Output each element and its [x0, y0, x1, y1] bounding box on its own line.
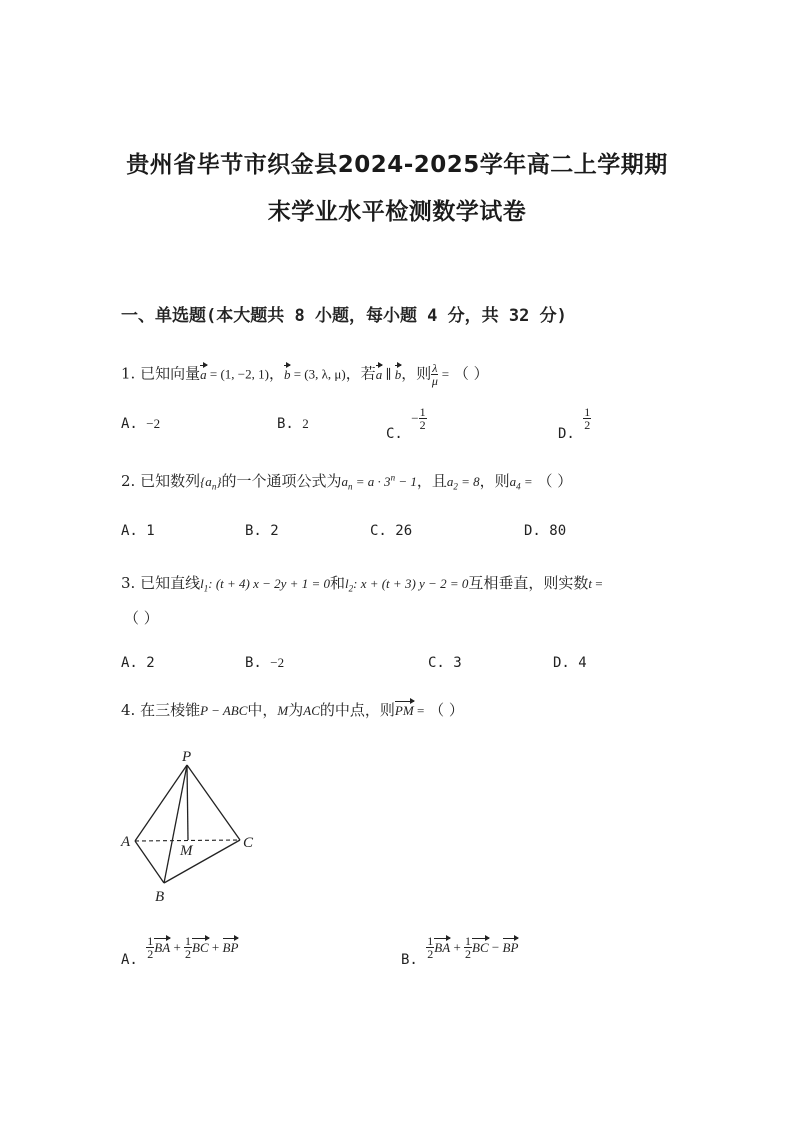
fraction-half	[184, 935, 192, 960]
a2-term	[446, 474, 480, 492]
l2-subscript: 2	[348, 583, 354, 594]
option-value: 2	[302, 416, 309, 431]
option-value: −2	[146, 416, 161, 431]
fraction-numerator: 1	[465, 934, 472, 948]
line-l1	[200, 576, 330, 594]
equals-sign: =	[438, 366, 450, 382]
operator: −	[488, 939, 503, 955]
variable-t: t	[588, 576, 592, 591]
option-label: C.	[428, 655, 445, 671]
a4-term	[509, 474, 533, 492]
ask-text: ，则	[401, 364, 432, 383]
question-text: 为	[288, 701, 304, 719]
option-value: 3	[453, 655, 462, 671]
question-text: 已知数列	[140, 472, 201, 490]
q3-answer-blank: （ ）	[124, 609, 159, 627]
an-symbol: a	[341, 474, 349, 489]
vector-bp: BP	[502, 939, 519, 955]
a2-value: = 8	[457, 474, 480, 489]
option-sign: −	[411, 410, 419, 426]
option-label: D.	[524, 523, 541, 539]
segment-ac: AC	[303, 703, 320, 718]
fraction-numerator: 1	[584, 405, 591, 419]
question-3	[121, 572, 603, 594]
question-text: 在三棱锥	[140, 701, 201, 719]
option-value: 2	[270, 523, 279, 539]
line-l2	[344, 576, 469, 594]
a2-subscript: 2	[453, 481, 458, 492]
vector-b-value: = (3, λ, μ)	[290, 366, 346, 382]
option-value: 80	[549, 523, 567, 539]
question-number: 4.	[121, 701, 136, 719]
operator: +	[170, 939, 185, 955]
option-value: −2	[270, 655, 285, 670]
fraction-numerator: 1	[427, 934, 434, 948]
formula-exponent: n	[390, 472, 396, 483]
q3-option-b	[245, 655, 284, 671]
vector-pm: PM	[394, 703, 414, 718]
point-m: M	[277, 703, 289, 718]
q2-option-d	[524, 523, 566, 539]
option-label: D.	[553, 655, 570, 671]
pyramid-name: P − ABC	[200, 703, 248, 718]
vector-bc: BC	[192, 939, 209, 955]
option-value: 1	[146, 523, 155, 539]
separator: ，	[268, 364, 284, 383]
l1-subscript: 1	[203, 583, 209, 594]
option-label: A.	[121, 951, 138, 968]
q3-option-c	[428, 655, 462, 671]
q4-option-b	[401, 934, 519, 968]
edge-ac-hidden	[135, 840, 240, 841]
a2-symbol: a	[446, 474, 454, 489]
vector-bc: BC	[472, 939, 489, 955]
option-label: B.	[245, 655, 262, 671]
q1-option-b	[277, 416, 309, 432]
question-number: 2.	[121, 472, 136, 490]
q3-option-a	[121, 655, 155, 671]
question-text: 已知向量	[140, 364, 201, 383]
option-label: C.	[370, 523, 387, 539]
label-a: A	[121, 834, 131, 850]
fraction-half	[146, 935, 154, 960]
label-m: M	[180, 843, 193, 859]
q1-option-a	[121, 416, 160, 432]
question-2	[121, 470, 572, 492]
option-fraction	[583, 406, 591, 431]
option-label: A.	[121, 416, 138, 432]
fraction-denominator: 2	[465, 947, 472, 961]
equals-sign: =	[520, 474, 533, 489]
sequence-symbol	[200, 474, 222, 492]
section-heading: 一、单选题(本大题共 8 小题，每小题 4 分，共 32 分)	[121, 306, 567, 326]
fraction-denominator: μ	[431, 374, 438, 388]
label-p: P	[182, 749, 192, 765]
option-label: B.	[245, 523, 262, 539]
q4-option-a	[121, 934, 239, 968]
an-subscript: n	[348, 481, 353, 492]
segment-pm	[187, 765, 188, 840]
pyramid-figure	[110, 745, 270, 910]
fraction-denominator: 2	[584, 418, 591, 432]
fraction-numerator: 1	[147, 934, 154, 948]
option-label: B.	[277, 416, 294, 432]
option-label: B.	[401, 951, 418, 968]
fraction-denominator: 2	[147, 947, 154, 961]
label-c: C	[243, 835, 254, 851]
option-value: 26	[395, 523, 413, 539]
option-label: A.	[121, 523, 138, 539]
question-4	[121, 699, 464, 720]
question-text: 互相垂直，则实数	[468, 574, 589, 592]
fraction-denominator: 2	[185, 947, 192, 961]
q2-option-c	[370, 523, 412, 539]
document-title-line-2: 末学业水平检测数学试卷	[267, 199, 527, 225]
l2-symbol: l	[344, 576, 349, 591]
formula-tail: − 1	[395, 474, 417, 489]
fraction-denominator: 2	[419, 418, 426, 432]
a4-symbol: a	[509, 474, 517, 489]
edge-bc	[164, 840, 240, 883]
option-label: C.	[386, 425, 403, 442]
fraction-numerator: λ	[432, 361, 438, 375]
operator: +	[450, 939, 465, 955]
fraction-denominator: 2	[427, 947, 434, 961]
answer-blank: （ ）	[537, 472, 573, 490]
a4-subscript: 4	[516, 481, 521, 492]
q1-option-c	[386, 405, 427, 442]
q2-option-a	[121, 523, 155, 539]
vector-a-ref: a	[375, 366, 383, 382]
question-text: 的一个通项公式为	[221, 472, 342, 490]
question-text: 已知直线	[140, 574, 201, 592]
formula-body: = a · 3	[352, 474, 391, 489]
question-text: ，则	[479, 472, 510, 490]
option-value: 2	[146, 655, 155, 671]
vector-a: a	[200, 366, 207, 382]
question-text: 中，	[247, 701, 278, 719]
l2-equation: : x + (t + 3) y − 2 = 0	[353, 576, 469, 591]
document-title-line-1: 贵州省毕节市织金县2024-2025学年高二上学期期	[126, 152, 668, 178]
fraction-numerator: 1	[419, 405, 426, 419]
l1-equation: : (t + 4) x − 2y + 1 = 0	[208, 576, 330, 591]
fraction-numerator: 1	[185, 934, 192, 948]
question-text: 的中点，则	[319, 701, 395, 719]
seq-close: }	[216, 474, 222, 489]
parallel-symbol: ∥	[382, 366, 395, 382]
option-value: 4	[578, 655, 587, 671]
q3-option-d	[553, 655, 587, 671]
question-number: 1.	[121, 364, 136, 383]
question-text: ，且	[416, 472, 447, 490]
fraction-half	[426, 935, 434, 960]
equals-sign: =	[591, 576, 603, 591]
seq-subscript: n	[211, 481, 217, 492]
question-1	[121, 362, 489, 387]
edge-ab	[135, 841, 164, 883]
seq-open: {a	[200, 474, 212, 489]
edge-pc	[187, 765, 240, 840]
fraction-half	[464, 935, 472, 960]
option-label: D.	[558, 425, 575, 442]
option-fraction	[419, 406, 427, 431]
q2-option-b	[245, 523, 279, 539]
equals-sign: =	[413, 703, 425, 718]
label-b: B	[155, 889, 165, 905]
general-term	[341, 472, 417, 492]
answer-blank: （ ）	[453, 364, 489, 383]
condition-text: ，若	[345, 364, 376, 383]
vector-a-value: = (1, −2, 1)	[206, 366, 269, 382]
answer-blank: （ ）	[429, 701, 464, 719]
vector-b-ref: b	[394, 366, 402, 382]
operator: +	[208, 939, 223, 955]
vector-ba: BA	[154, 939, 171, 955]
l1-symbol: l	[200, 576, 204, 591]
vector-ba: BA	[434, 939, 451, 955]
question-number: 3.	[121, 574, 136, 592]
vector-bp: BP	[222, 939, 239, 955]
option-label: A.	[121, 655, 138, 671]
question-text: 和	[329, 574, 345, 592]
q1-option-d	[558, 405, 591, 442]
vector-b: b	[283, 366, 291, 382]
